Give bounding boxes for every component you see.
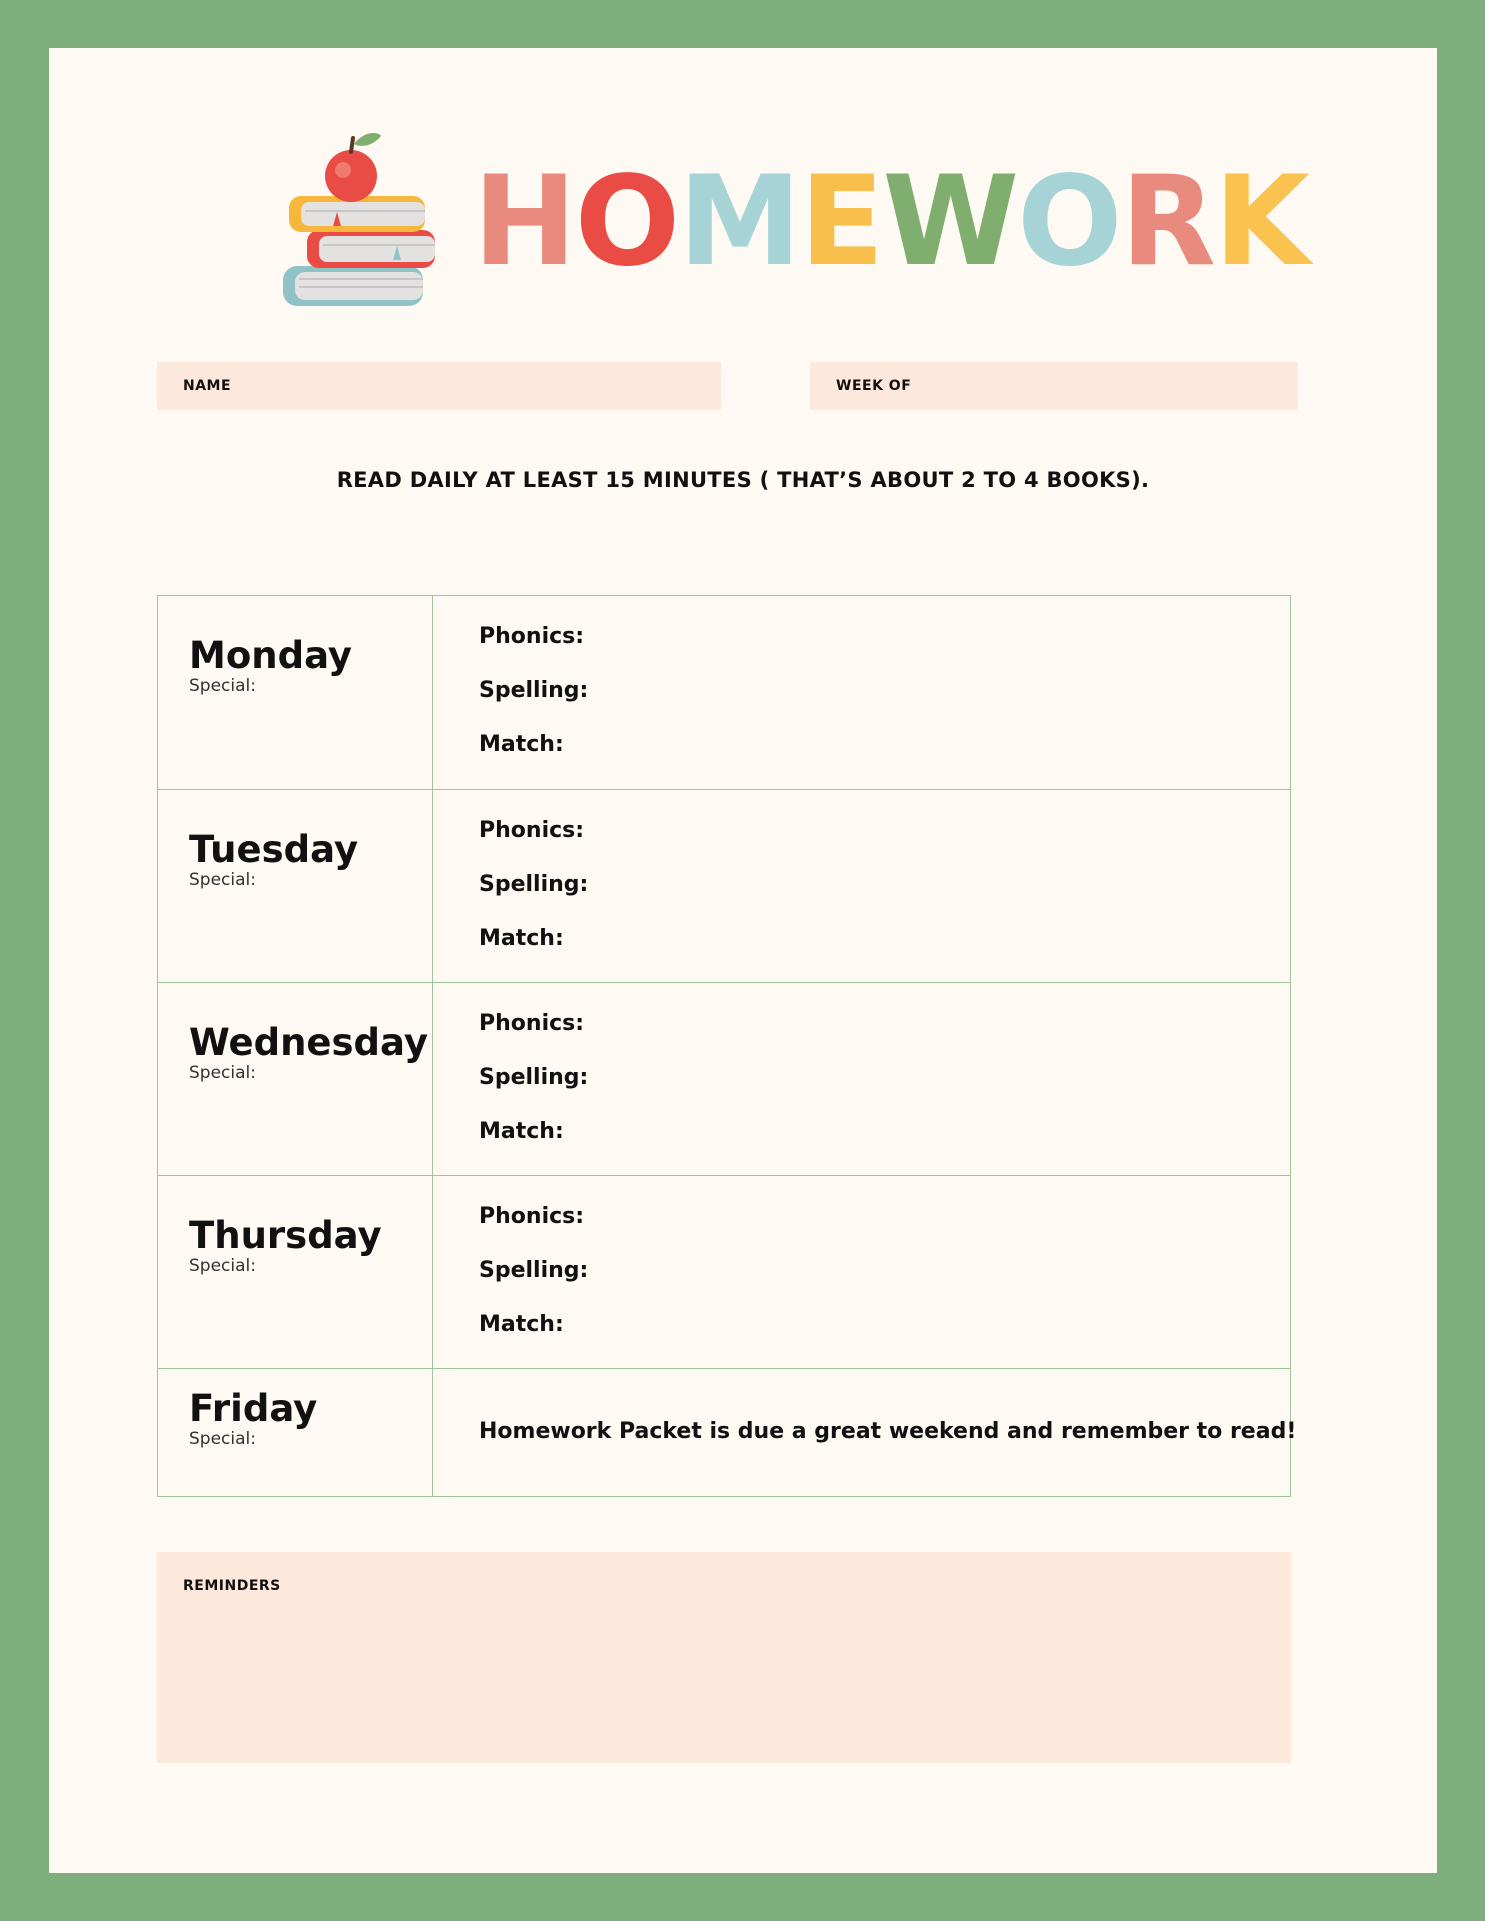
reminders-box[interactable] <box>157 1552 1291 1763</box>
day-name: Friday <box>189 1387 318 1430</box>
table-row <box>158 982 1290 1175</box>
name-label: NAME <box>183 378 232 394</box>
title-letter: E <box>799 150 883 294</box>
day-cell <box>158 596 433 789</box>
reading-instruction: READ DAILY AT LEAST 15 MINUTES ( THAT’S ABOUT 2 TO 4 BOOKS). <box>336 468 1150 492</box>
task-cell <box>433 1369 1297 1496</box>
table-row <box>158 596 1290 789</box>
task-cell <box>433 983 1290 1175</box>
week-of-field[interactable] <box>810 362 1298 410</box>
day-name: Thursday <box>189 1214 382 1257</box>
match-label[interactable]: Match: <box>479 732 564 757</box>
task-cell <box>433 1176 1290 1368</box>
title-letter: R <box>1120 150 1215 294</box>
day-name: Tuesday <box>189 828 359 871</box>
day-name: Wednesday <box>189 1021 428 1064</box>
special-label[interactable]: Special: <box>189 676 256 696</box>
special-label[interactable]: Special: <box>189 1256 256 1276</box>
friday-note: Homework Packet is due a great weekend and remember to read! <box>479 1419 1297 1444</box>
title-letter: H <box>473 150 575 294</box>
special-label[interactable]: Special: <box>189 870 256 890</box>
title-letter: M <box>678 150 800 294</box>
weekly-schedule-table <box>157 595 1297 1497</box>
spelling-label[interactable]: Spelling: <box>479 1258 589 1283</box>
spelling-label[interactable]: Spelling: <box>479 678 589 703</box>
special-label[interactable]: Special: <box>189 1429 256 1449</box>
task-cell <box>433 596 1290 789</box>
day-cell <box>158 790 433 982</box>
match-label[interactable]: Match: <box>479 926 564 951</box>
title-letter: K <box>1214 150 1309 294</box>
phonics-label[interactable]: Phonics: <box>479 1204 585 1229</box>
title-letter: O <box>574 150 679 294</box>
reminders-label: REMINDERS <box>183 1578 281 1594</box>
table-row <box>158 1175 1290 1368</box>
phonics-label[interactable]: Phonics: <box>479 1011 585 1036</box>
table-row <box>158 789 1290 982</box>
homework-title <box>473 150 1309 294</box>
week-of-label: WEEK OF <box>836 378 912 394</box>
phonics-label[interactable]: Phonics: <box>479 818 585 843</box>
phonics-label[interactable]: Phonics: <box>479 624 585 649</box>
table-row <box>158 1368 1297 1496</box>
day-cell <box>158 1176 433 1368</box>
spelling-label[interactable]: Spelling: <box>479 1065 589 1090</box>
day-name: Monday <box>189 634 353 677</box>
name-field[interactable] <box>157 362 721 410</box>
spelling-label[interactable]: Spelling: <box>479 872 589 897</box>
match-label[interactable]: Match: <box>479 1119 564 1144</box>
day-cell <box>158 1369 433 1496</box>
header <box>281 116 1309 306</box>
match-label[interactable]: Match: <box>479 1312 564 1337</box>
day-cell <box>158 983 433 1175</box>
books-and-apple-icon <box>281 116 461 306</box>
special-label[interactable]: Special: <box>189 1063 256 1083</box>
worksheet-page <box>49 48 1437 1873</box>
title-letter: W <box>882 150 1018 294</box>
task-cell <box>433 790 1290 982</box>
title-letter: O <box>1017 150 1121 294</box>
